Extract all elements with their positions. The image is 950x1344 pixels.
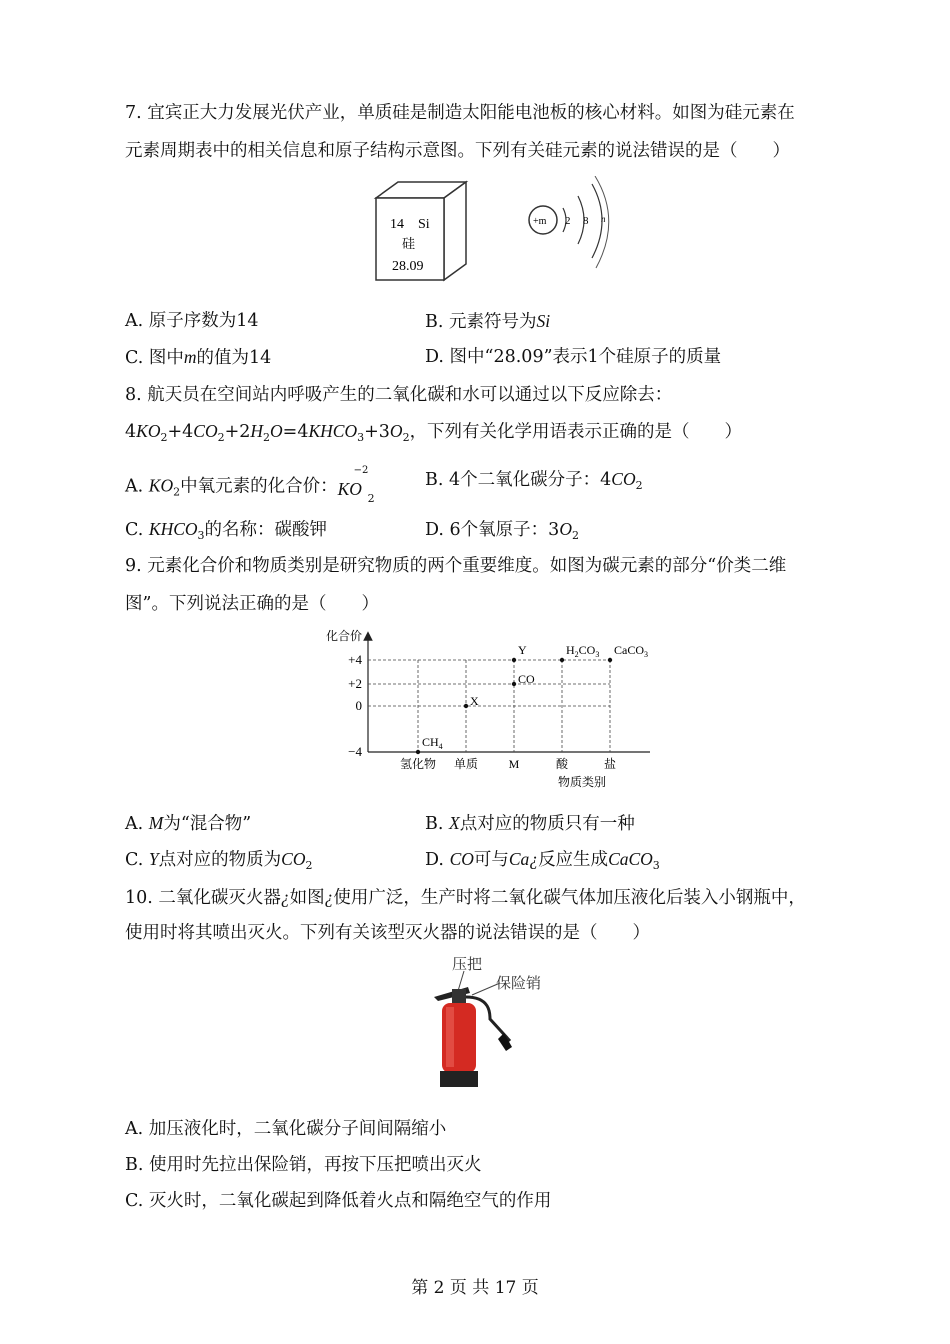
atom-structure xyxy=(529,176,609,268)
data-point-label: CaCO$_3$ xyxy=(614,643,648,659)
q7-option-d: D. 图中“28.09”表示1个硅原子的质量 xyxy=(425,347,722,367)
data-point xyxy=(608,658,612,662)
x-tick-label: 盐 xyxy=(603,757,617,771)
x-axis-label: 物质类别 xyxy=(558,775,607,789)
data-point xyxy=(512,682,516,686)
q7-figure xyxy=(370,176,630,284)
pin-label: 保险销 xyxy=(496,976,542,992)
q9-option-b: B. X点对应的物质只有一种 xyxy=(425,813,635,834)
y-tick-label: −4 xyxy=(348,744,362,759)
y-tick-label: +4 xyxy=(348,652,362,667)
q8-stem-line1: 8. 航天员在空间站内呼吸产生的二氧化碳和水可以通过以下反应除去： xyxy=(125,385,673,405)
data-point xyxy=(416,750,420,754)
q9-option-d: D. CO可与Ca¿反应生成CaCO$_3$ xyxy=(425,849,660,872)
handle-label: 压把 xyxy=(452,957,483,973)
q10-option-b: B. 使用时先拉出保险销，再按下压把喷出灭火 xyxy=(125,1155,482,1175)
q8-option-d: D. 6个氧原子：$3O_2$ xyxy=(425,519,579,542)
q7-option-a: A. 原子序数为14 xyxy=(125,311,259,331)
x-tick-label: M xyxy=(508,757,520,771)
data-point-label: Y xyxy=(518,643,527,657)
page-footer: 第 2 页 共 17 页 xyxy=(411,1278,539,1298)
x-tick-label: 酸 xyxy=(555,757,569,771)
x-tick-label: 氢化物 xyxy=(399,757,437,771)
q8-option-b: B. 4个二氧化碳分子：$4CO_2$ xyxy=(425,469,643,492)
shell1-count: 2 xyxy=(565,215,571,227)
cell-symbol: Si xyxy=(418,217,430,232)
valence-class-chart xyxy=(318,624,668,796)
q9-stem-line2: 图”。下列说法正确的是（ ） xyxy=(125,594,379,614)
x-tick-labels xyxy=(400,756,616,771)
y-tick-labels xyxy=(348,652,362,759)
q9-option-a: A. M为“混合物” xyxy=(125,813,252,834)
valence-notation: −2 KO 2 xyxy=(337,465,375,505)
q8-option-a: A. $KO_2$中氧元素的化合价： −2 KO 2 xyxy=(125,467,386,507)
nucleus-label: +m xyxy=(533,216,547,227)
data-point xyxy=(512,658,516,662)
cell-name: 硅 xyxy=(402,236,416,251)
data-point-label: $CH_4$ xyxy=(422,735,443,751)
q7-stem-line2: 元素周期表中的相关信息和原子结构示意图。下列有关硅元素的说法错误的是（ ） xyxy=(125,141,790,161)
data-point xyxy=(560,658,564,662)
grid-lines xyxy=(368,660,610,752)
q10-option-a: A. 加压液化时，二氧化碳分子间间隔缩小 xyxy=(125,1119,447,1139)
data-point-label: $H_2CO_3$ xyxy=(566,643,600,659)
co2-extinguisher-figure xyxy=(420,953,570,1093)
q7-option-c: C. 图中m的值为14 xyxy=(125,347,272,368)
data-point-label: X xyxy=(470,694,479,708)
q9-stem-line1: 9. 元素化合价和物质类别是研究物质的两个重要维度。如图为碳元素的部分“价类二维 xyxy=(125,556,787,576)
y-tick-label: +2 xyxy=(348,676,362,691)
y-tick-label: 0 xyxy=(355,698,362,713)
data-point-label: CO xyxy=(518,672,535,686)
q8-option-c: C. $KHCO_3$的名称：碳酸钾 xyxy=(125,519,328,542)
y-axis-label: 化合价 xyxy=(326,629,363,643)
cell-number: 14 xyxy=(390,217,404,232)
data-point xyxy=(464,704,468,708)
q9-option-c: C. Y点对应的物质为$CO_2$ xyxy=(125,849,313,872)
q10-option-c: C. 灭火时，二氧化碳起到降低着火点和隔绝空气的作用 xyxy=(125,1191,552,1211)
shell3-count: n xyxy=(601,214,606,224)
q10-stem-line2: 使用时将其喷出灭火。下列有关该型灭火器的说法错误的是（ ） xyxy=(125,923,650,943)
cell-mass: 28.09 xyxy=(392,259,424,274)
periodic-table-cell xyxy=(376,182,466,280)
q10-stem-line1: 10. 二氧化碳灭火器¿如图¿使用广泛，生产时将二氧化碳气体加压液化后装入小钢瓶中， xyxy=(125,887,806,908)
shell2-count: 8 xyxy=(583,215,589,227)
q7-option-b: B. 元素符号为Si xyxy=(425,311,551,332)
q8-equation: $4KO_2+4CO_2+2H_2O=4KHCO_3+3O_2$，下列有关化学用语表示正确的是（ ） xyxy=(125,421,743,444)
x-tick-label: 单质 xyxy=(453,757,479,771)
q7-stem-line1: 7. 宜宾正大力发展光伏产业，单质硅是制造太阳能电池板的核心材料。如图为硅元素在 xyxy=(125,103,795,123)
